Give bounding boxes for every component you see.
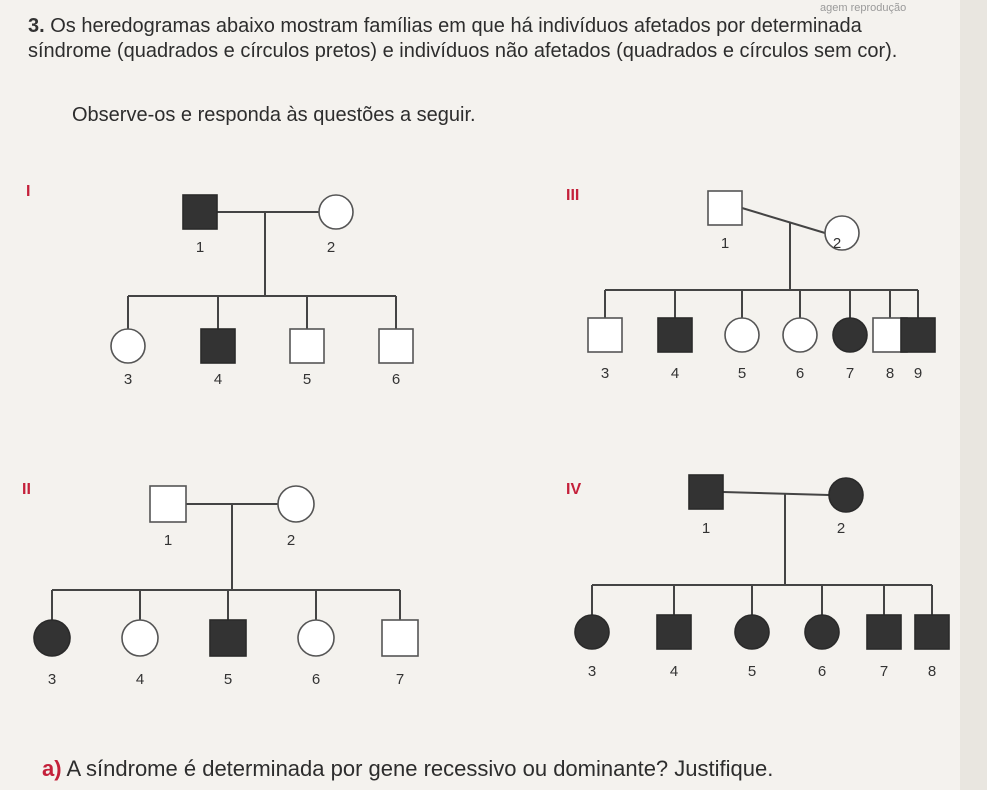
pedigree-ii-parent-1-square <box>150 486 186 522</box>
pedigree-iv-child-4-square <box>657 615 691 649</box>
pedigree-iii-child-5-label: 5 <box>737 365 747 382</box>
pedigree-i-child-6-square <box>379 329 413 363</box>
pedigree-ii-parent-2-label: 2 <box>286 532 296 549</box>
pedigree-iii-child-8-label: 8 <box>885 365 895 382</box>
pedigree-iii-marriage-line <box>742 208 825 233</box>
pedigree-iv-roman-label: IV <box>566 481 582 498</box>
pedigree-iii-child-7-label: 7 <box>845 365 855 382</box>
pedigree-ii-child-6-label: 6 <box>311 671 321 688</box>
pedigree-i-child-6-label: 6 <box>391 371 401 388</box>
pedigree-iv-child-3-label: 3 <box>587 663 597 680</box>
pedigree-group <box>22 183 949 688</box>
pedigree-i-child-5-square <box>290 329 324 363</box>
pedigree-iii-parent-1-label: 1 <box>720 235 730 252</box>
pedigree-ii-child-7-label: 7 <box>395 671 405 688</box>
pedigree-iii-child-6-circle <box>783 318 817 352</box>
pedigree-iii-child-4-square <box>658 318 692 352</box>
pedigree-ii-roman-label: II <box>22 481 31 498</box>
pedigree-iii-child-7-circle <box>833 318 867 352</box>
pedigree-iv-parent-2-label: 2 <box>836 520 846 537</box>
pedigree-iii-child-9-square <box>901 318 935 352</box>
pedigree-iv-child-4-label: 4 <box>669 663 679 680</box>
pedigree-i-parent-1-label: 1 <box>195 239 205 256</box>
sub-question-tag: a) <box>42 756 62 781</box>
question-instruction: Observe-os e responda às questões a seguir. <box>72 104 476 126</box>
pedigree-ii-child-5-label: 5 <box>223 671 233 688</box>
pedigree-iii-parent-1-square <box>708 191 742 225</box>
pedigree-iii-child-3-label: 3 <box>600 365 610 382</box>
pedigree-iv-child-6-circle <box>805 615 839 649</box>
pedigree-i-child-5-label: 5 <box>302 371 312 388</box>
pedigree-iv-child-7-label: 7 <box>879 663 889 680</box>
question-number: 3. <box>28 15 45 37</box>
corner-note: agem reprodução <box>820 2 907 14</box>
pedigree-i-roman-label: I <box>26 183 31 200</box>
pedigree-iii-child-6-label: 6 <box>795 365 805 382</box>
pedigree-ii-child-3-circle <box>34 620 70 656</box>
question-body: Os heredogramas abaixo mostram famílias em que há indivíduos afetados por determinada síndrome (quadrados e círculos pretos) e indivíduos não afetados (quadrados e círculos sem cor). <box>28 15 898 62</box>
pedigree-iii-child-4-label: 4 <box>670 365 680 382</box>
pedigree-i-parent-2-label: 2 <box>326 239 336 256</box>
pedigree-ii-child-4-circle <box>122 620 158 656</box>
pedigree-ii-parent-1-label: 1 <box>163 532 173 549</box>
pedigree-iii-child-5-circle <box>725 318 759 352</box>
pedigree-ii-child-4-label: 4 <box>135 671 145 688</box>
pedigree-ii-child-5-square <box>210 620 246 656</box>
pedigree-i-child-3-circle <box>111 329 145 363</box>
pedigree-i-parent-1-square <box>183 195 217 229</box>
sub-question-a <box>42 756 773 782</box>
pedigree-i-child-4-label: 4 <box>213 371 223 388</box>
pedigree-iv-child-7-square <box>867 615 901 649</box>
pedigree-iii-roman-label: III <box>566 187 580 204</box>
sub-question-text: A síndrome é determinada por gene recessivo ou dominante? Justifique. <box>66 756 774 781</box>
pedigree-iv-child-5-label: 5 <box>747 663 757 680</box>
pedigree-iv-parent-1-label: 1 <box>701 520 711 537</box>
pedigree-iii-parent-2-circle <box>825 216 859 250</box>
pedigree-i-parent-2-circle <box>319 195 353 229</box>
pedigree-iv-child-5-circle <box>735 615 769 649</box>
pedigree-iv-parent-2-circle <box>829 478 863 512</box>
pedigree-iv-marriage-line <box>723 492 829 495</box>
pedigree-iii-child-9-label: 9 <box>913 365 923 382</box>
pedigree-iv-child-3-circle <box>575 615 609 649</box>
pedigree-iv-parent-1-square <box>689 475 723 509</box>
pedigree-ii-child-7-square <box>382 620 418 656</box>
pedigree-ii-parent-2-circle <box>278 486 314 522</box>
pedigree-iii-parent-2-label: 2 <box>832 235 842 252</box>
pedigree-iv-child-8-square <box>915 615 949 649</box>
pedigree-i-child-4-square <box>201 329 235 363</box>
pedigree-i-child-3-label: 3 <box>123 371 133 388</box>
pedigree-iv-child-8-label: 8 <box>927 663 937 680</box>
pedigree-ii-child-3-label: 3 <box>47 671 57 688</box>
pedigree-iii-child-3-square <box>588 318 622 352</box>
pedigree-iv-child-6-label: 6 <box>817 663 827 680</box>
pedigree-ii-child-6-circle <box>298 620 334 656</box>
